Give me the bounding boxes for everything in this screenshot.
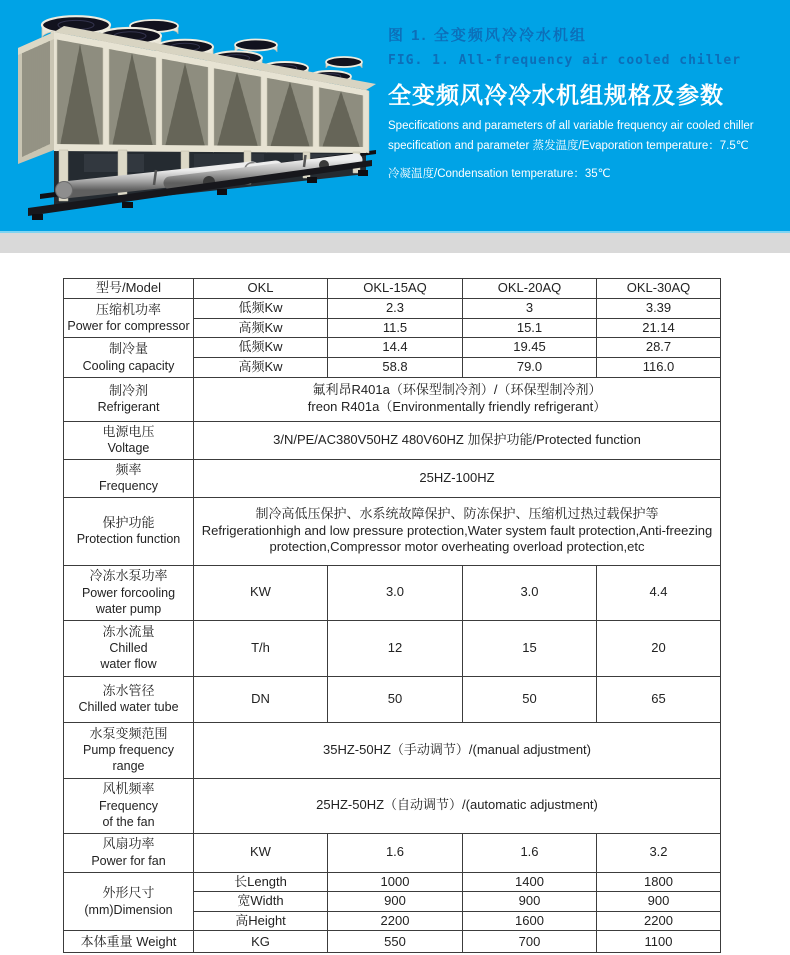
value-fan-frequency: 25HZ-50HZ（自动调节）/(automatic adjustment) <box>194 778 721 833</box>
value-cell: 58.8 <box>328 357 463 377</box>
value-cell: 21.14 <box>597 318 721 338</box>
value-cell: 19.45 <box>463 338 597 358</box>
value-cell: 20 <box>597 620 721 676</box>
value-refrigerant: 氟利昂R401a（环保型制冷剂）/（环保型制冷剂） freon R401a（Environmentally friendly refrigerant） <box>194 377 721 421</box>
hero-banner <box>0 0 790 233</box>
header-cell-okl: OKL <box>194 279 328 299</box>
value-cell: 1800 <box>597 872 721 892</box>
table-header-row <box>64 279 721 299</box>
value-cell: 4.4 <box>597 565 721 620</box>
value-pump-freq-range: 35HZ-50HZ（手动调节）/(manual adjustment) <box>194 722 721 778</box>
label-cooling-capacity: 制冷量 Cooling capacity <box>64 338 194 377</box>
unit-cell: 低频Kw <box>194 299 328 319</box>
table-row <box>64 620 721 676</box>
label-protection: 保护功能 Protection function <box>64 497 194 565</box>
table-row <box>64 299 721 319</box>
unit-cell: 宽Width <box>194 892 328 912</box>
label-refrigerant: 制冷剂 Refrigerant <box>64 377 194 421</box>
value-cell: 2200 <box>328 911 463 931</box>
value-cell: 65 <box>597 676 721 722</box>
label-fan-power: 风扇功率 Power for fan <box>64 833 194 872</box>
value-cell: 3.0 <box>328 565 463 620</box>
table-row <box>64 931 721 953</box>
value-cell: 1100 <box>597 931 721 953</box>
spec-sheet-body <box>0 253 790 953</box>
figure-caption-zh: 图 1. 全变频风冷冷水机组 <box>388 27 587 44</box>
table-row <box>64 421 721 459</box>
value-cell: 15 <box>463 620 597 676</box>
label-pump-freq-range: 水泵变频范围 Pump frequency range <box>64 722 194 778</box>
label-water-tube: 冻水管径 Chilled water tube <box>64 676 194 722</box>
header-cell-okl20aq: OKL-20AQ <box>463 279 597 299</box>
value-cell: 12 <box>328 620 463 676</box>
value-cell: 700 <box>463 931 597 953</box>
value-frequency: 25HZ-100HZ <box>194 459 721 497</box>
value-cell: 50 <box>328 676 463 722</box>
divider-band <box>0 233 790 253</box>
label-weight: 本体重量 Weight <box>64 931 194 953</box>
table-row <box>64 338 721 358</box>
value-cell: 900 <box>597 892 721 912</box>
figure-caption-en: FIG. 1. All-frequency air cooled chiller <box>388 53 742 68</box>
value-cell: 550 <box>328 931 463 953</box>
unit-cell: KG <box>194 931 328 953</box>
unit-cell: 高频Kw <box>194 318 328 338</box>
label-voltage: 电源电压 Voltage <box>64 421 194 459</box>
label-water-flow: 冻水流量 Chilled water flow <box>64 620 194 676</box>
value-cell: 1600 <box>463 911 597 931</box>
spec-table <box>63 278 721 953</box>
header-cell-okl15aq: OKL-15AQ <box>328 279 463 299</box>
unit-cell: DN <box>194 676 328 722</box>
header-cell-model: 型号/Model <box>64 279 194 299</box>
value-cell: 3 <box>463 299 597 319</box>
value-protection: 制冷高低压保护、水系统故障保护、防冻保护、压缩机过热过载保护等 Refrigerationhigh and low pressure protection,Water system fault protection,Anti-freezing protection,Compressor motor overheating overload protection,etc <box>194 497 721 565</box>
label-fan-frequency: 风机频率 Frequency of the fan <box>64 778 194 833</box>
value-cell: 900 <box>463 892 597 912</box>
value-cell: 2200 <box>597 911 721 931</box>
unit-cell: KW <box>194 833 328 872</box>
unit-cell: 高频Kw <box>194 357 328 377</box>
label-compressor-power: 压缩机功率 Power for compressor <box>64 299 194 338</box>
table-row <box>64 778 721 833</box>
value-cell: 2.3 <box>328 299 463 319</box>
unit-end-face <box>18 32 54 164</box>
label-frequency: 频率 Frequency <box>64 459 194 497</box>
value-cell: 3.39 <box>597 299 721 319</box>
value-cell: 1400 <box>463 872 597 892</box>
unit-cell: T/h <box>194 620 328 676</box>
unit-cell: 低频Kw <box>194 338 328 358</box>
value-cell: 15.1 <box>463 318 597 338</box>
table-row <box>64 497 721 565</box>
table-row <box>64 377 721 421</box>
value-cell: 900 <box>328 892 463 912</box>
unit-cell: KW <box>194 565 328 620</box>
table-row <box>64 565 721 620</box>
unit-cell: 高Height <box>194 911 328 931</box>
page-title: 全变频风冷冷水机组规格及参数 <box>388 82 724 108</box>
value-cell: 1.6 <box>328 833 463 872</box>
unit-cell: 长Length <box>194 872 328 892</box>
table-row <box>64 676 721 722</box>
chiller-photo <box>4 2 388 230</box>
value-voltage: 3/N/PE/AC380V50HZ 480V60HZ 加保护功能/Protected function <box>194 421 721 459</box>
value-cell: 1.6 <box>463 833 597 872</box>
value-cell: 11.5 <box>328 318 463 338</box>
value-cell: 79.0 <box>463 357 597 377</box>
subtitle-line2: specification and parameter 蒸发温度/Evaporation temperature：7.5℃ <box>388 140 749 152</box>
label-dimension: 外形尺寸 (mm)Dimension <box>64 872 194 931</box>
table-row <box>64 459 721 497</box>
subtitle-line3: 冷凝温度/Condensation temperature：35℃ <box>388 168 611 180</box>
label-pump-power: 冷冻水泵功率 Power forcooling water pump <box>64 565 194 620</box>
value-cell: 116.0 <box>597 357 721 377</box>
value-cell: 28.7 <box>597 338 721 358</box>
subtitle-line1: Specifications and parameters of all variable frequency air cooled chiller <box>388 120 754 132</box>
hero-text-block <box>388 24 786 181</box>
header-cell-okl30aq: OKL-30AQ <box>597 279 721 299</box>
value-cell: 3.2 <box>597 833 721 872</box>
value-cell: 3.0 <box>463 565 597 620</box>
value-cell: 1000 <box>328 872 463 892</box>
table-row <box>64 872 721 892</box>
table-row <box>64 833 721 872</box>
chiller-illustration <box>4 2 388 230</box>
table-row <box>64 722 721 778</box>
value-cell: 14.4 <box>328 338 463 358</box>
value-cell: 50 <box>463 676 597 722</box>
